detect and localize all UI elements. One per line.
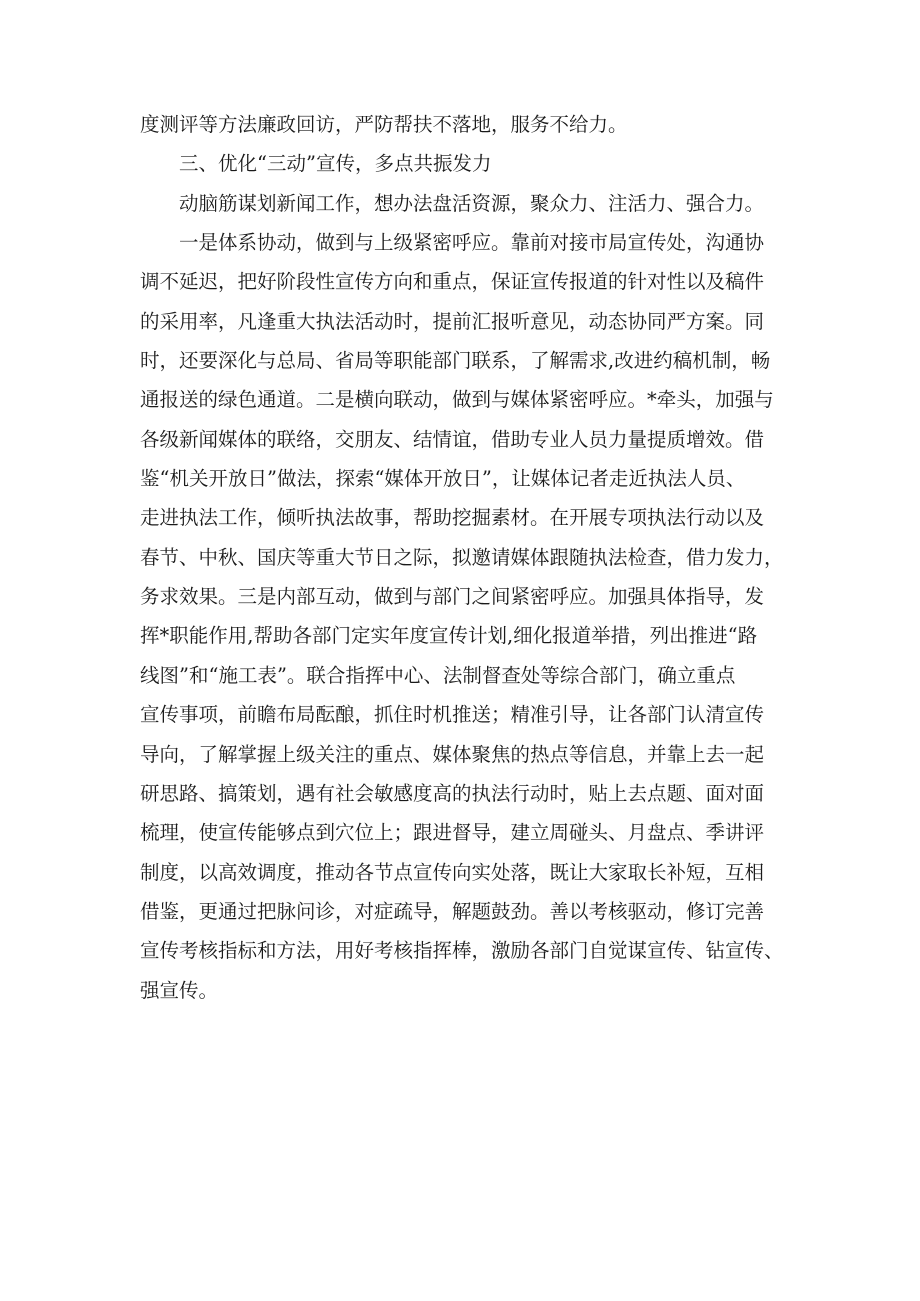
text-line: 度测评等方法廉政回访，严防帮扶不落地，服务不给力。 [140,113,628,136]
text-line: 动脑筋谋划新闻工作，想办法盘活资源，聚众力、注活力、强合力。 [179,191,765,215]
text-line: 调不延迟，把好阶段性宣传方向和重点，保证宣传报道的针对性以及稿件 [140,270,765,294]
text-line: 梳理，使宣传能够点到穴位上；跟进督导，建立周碰头、月盘点、季讲评 [140,821,765,845]
text-line: 线图”和“施工表”。联合指挥中心、法制督查处等综合部门，确立重点 [140,663,736,687]
text-line: 挥*职能作用,帮助各部门定实年度宣传计划,细化报道举措，列出推进“路 [140,624,758,648]
text-line: 制度，以高效调度，推动各节点宣传向实处落，既让大家取长补短，互相 [140,860,765,884]
body-text [140,105,785,1010]
text-line: 研思路、搞策划，遇有社会敏感度高的执法行动时，贴上去点题、面对面 [140,781,765,805]
text-line: 宣传事项，前瞻布局酝酿，抓住时机推送；精准引导，让各部门认清宣传 [140,703,765,727]
text-line: 一是体系协动，做到与上级紧密呼应。靠前对接市局宣传处，沟通协 [179,231,765,255]
text-line: 各级新闻媒体的联络，交朋友、结情谊，借助专业人员力量提质增效。借 [140,427,765,451]
text-line: 春节、中秋、国庆等重大节日之际，拟邀请媒体跟随执法检查，借力发力， [140,545,784,569]
text-line: 强宣传。 [140,978,219,1002]
text-line: 的采用率，凡逢重大执法活动时，提前汇报听意见，动态协同严方案。同 [140,309,765,333]
text-line: 鉴“机关开放日”做法，探索“媒体开放日”，让媒体记者走近执法人员、 [140,467,746,491]
text-line: 宣传考核指标和方法，用好考核指挥棒，激励各部门自觉谋宣传、钻宣传、 [140,939,784,963]
section-heading: 三、优化“三动”宣传，多点共振发力 [179,152,492,176]
text-line: 务求效果。三是内部互动，做到与部门之间紧密呼应。加强具体指导，发 [140,585,765,609]
text-line: 借鉴，更通过把脉问诊，对症疏导，解题鼓劲。善以考核驱动，修订完善 [140,899,765,923]
text-line: 导向，了解掌握上级关注的重点、媒体聚焦的热点等信息，并靠上去一起 [140,742,765,766]
text-line: 时，还要深化与总局、省局等职能部门联系，了解需求,改进约稿机制，畅 [140,349,771,373]
text-line: 走进执法工作，倾听执法故事，帮助挖掘素材。在开展专项执法行动以及 [140,506,765,530]
text-line: 通报送的绿色通道。二是横向联动，做到与媒体紧密呼应。*牵头，加强与 [140,388,774,412]
